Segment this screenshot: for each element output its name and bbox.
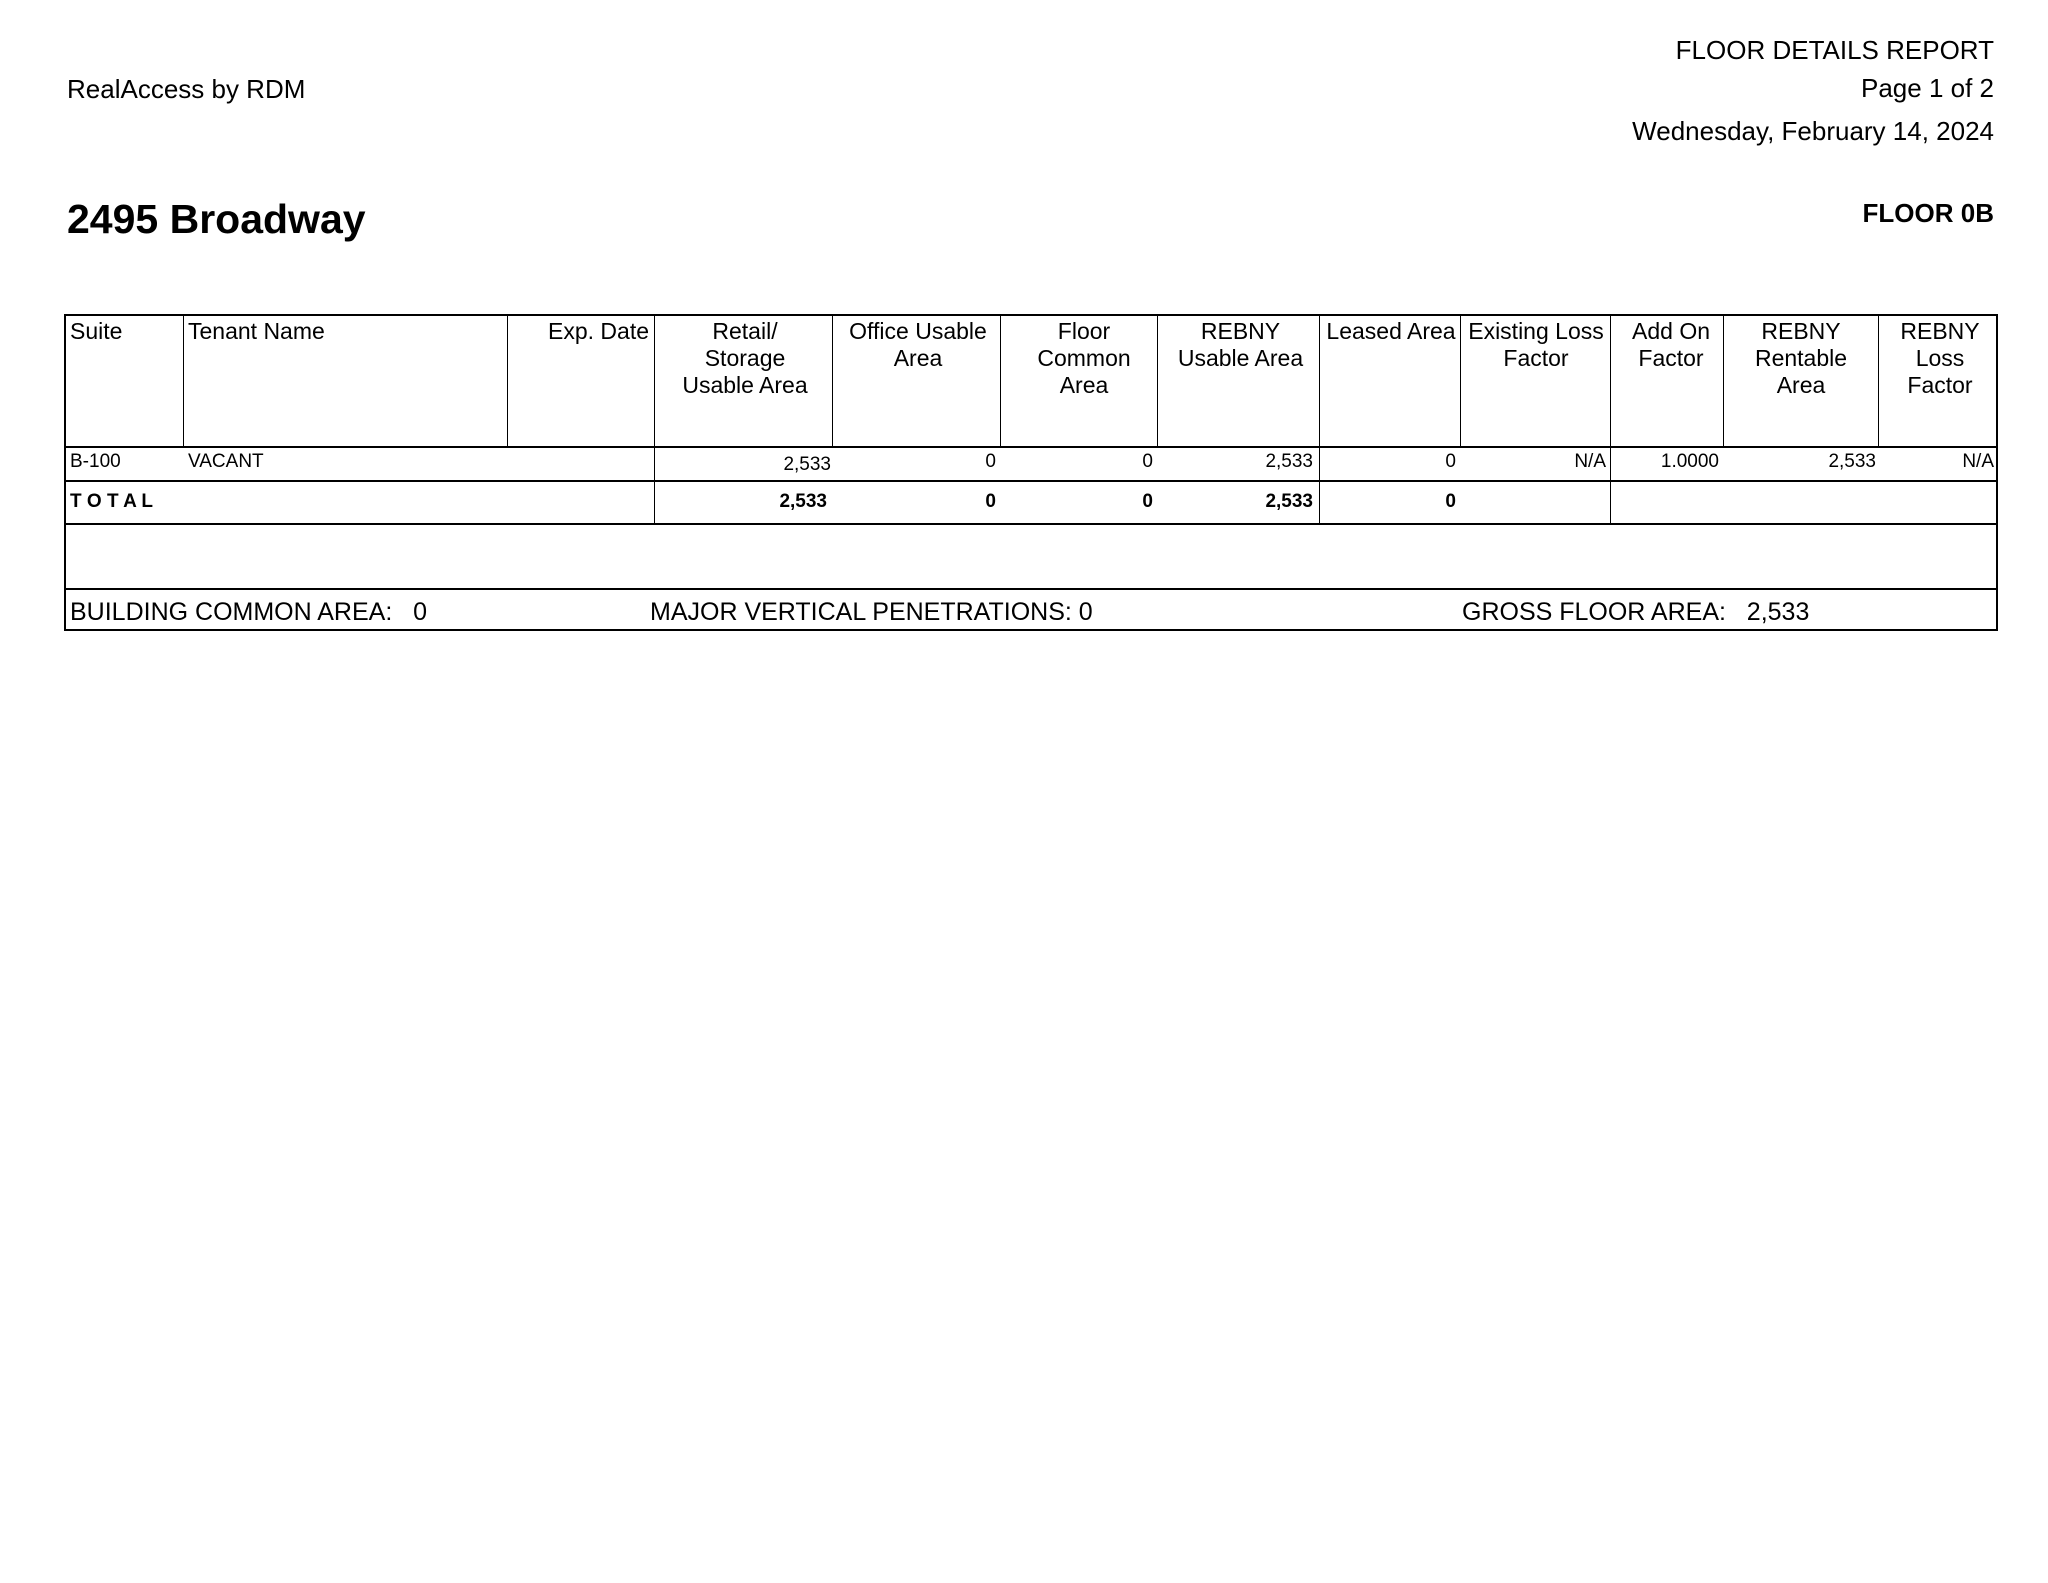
row-divider xyxy=(66,446,1996,448)
column-divider xyxy=(1157,316,1158,446)
cell-floor-common: 0 xyxy=(1142,451,1153,472)
major-vertical-penetrations: MAJOR VERTICAL PENETRATIONS: 0 xyxy=(650,598,1093,626)
column-divider xyxy=(654,316,655,523)
cell-rebny-usable: 2,533 xyxy=(1265,451,1313,472)
column-divider xyxy=(1610,316,1611,523)
column-header-leased-area: Leased Area xyxy=(1326,318,1456,344)
column-divider xyxy=(1319,316,1320,523)
floor-label: FLOOR 0B xyxy=(1862,198,1994,228)
column-divider xyxy=(1878,316,1879,446)
building-title: 2495 Broadway xyxy=(67,196,366,242)
floor-details-table xyxy=(64,314,1998,631)
column-divider xyxy=(1723,316,1724,446)
cell-suite: B-100 xyxy=(70,451,121,472)
column-divider xyxy=(507,316,508,446)
report-date: Wednesday, February 14, 2024 xyxy=(1632,116,1994,146)
cell-office: 0 xyxy=(985,451,996,472)
column-header-office-usable: Office Usable Area xyxy=(849,318,987,371)
gross-floor-area: GROSS FLOOR AREA: 2,533 xyxy=(1462,598,1810,626)
column-divider xyxy=(183,316,184,446)
column-header-add-on: Add On Factor xyxy=(1632,318,1710,371)
row-divider xyxy=(66,480,1996,482)
column-header-rebny-loss: REBNY Loss Factor xyxy=(1900,318,1980,398)
cell-leased: 0 xyxy=(1445,451,1456,472)
column-header-floor-common: Floor Common Area xyxy=(1037,318,1131,398)
total-retail: 2,533 xyxy=(779,491,827,512)
cell-rebny-rentable: 2,533 xyxy=(1828,451,1876,472)
row-divider xyxy=(66,523,1996,525)
total-office: 0 xyxy=(985,491,996,512)
cell-tenant: VACANT xyxy=(188,451,264,472)
total-rebny-usable: 2,533 xyxy=(1265,491,1313,512)
column-header-tenant-name: Tenant Name xyxy=(188,318,325,344)
column-divider xyxy=(1000,316,1001,446)
page-number: Page 1 of 2 xyxy=(1861,73,1994,103)
column-header-suite: Suite xyxy=(70,318,123,344)
total-floor-common: 0 xyxy=(1142,491,1153,512)
cell-retail: 2,533 xyxy=(783,454,831,475)
column-header-retail-storage: Retail/ Storage Usable Area xyxy=(682,318,808,398)
column-header-rebny-rentable: REBNY Rentable Area xyxy=(1754,318,1848,398)
column-header-rebny-usable: REBNY Usable Area xyxy=(1177,318,1304,371)
report-title: FLOOR DETAILS REPORT xyxy=(1675,35,1994,65)
total-label: T O T A L xyxy=(70,491,154,512)
column-header-exp-date: Exp. Date xyxy=(548,318,649,344)
column-divider xyxy=(832,316,833,446)
cell-existing-loss: N/A xyxy=(1574,451,1606,472)
column-header-existing-loss: Existing Loss Factor xyxy=(1468,318,1604,371)
app-name: RealAccess by RDM xyxy=(67,74,306,104)
building-common-area: BUILDING COMMON AREA: 0 xyxy=(70,598,428,626)
cell-add-on: 1.0000 xyxy=(1660,451,1719,472)
total-leased: 0 xyxy=(1445,491,1456,512)
row-divider xyxy=(66,588,1996,590)
cell-rebny-loss: N/A xyxy=(1962,451,1994,472)
